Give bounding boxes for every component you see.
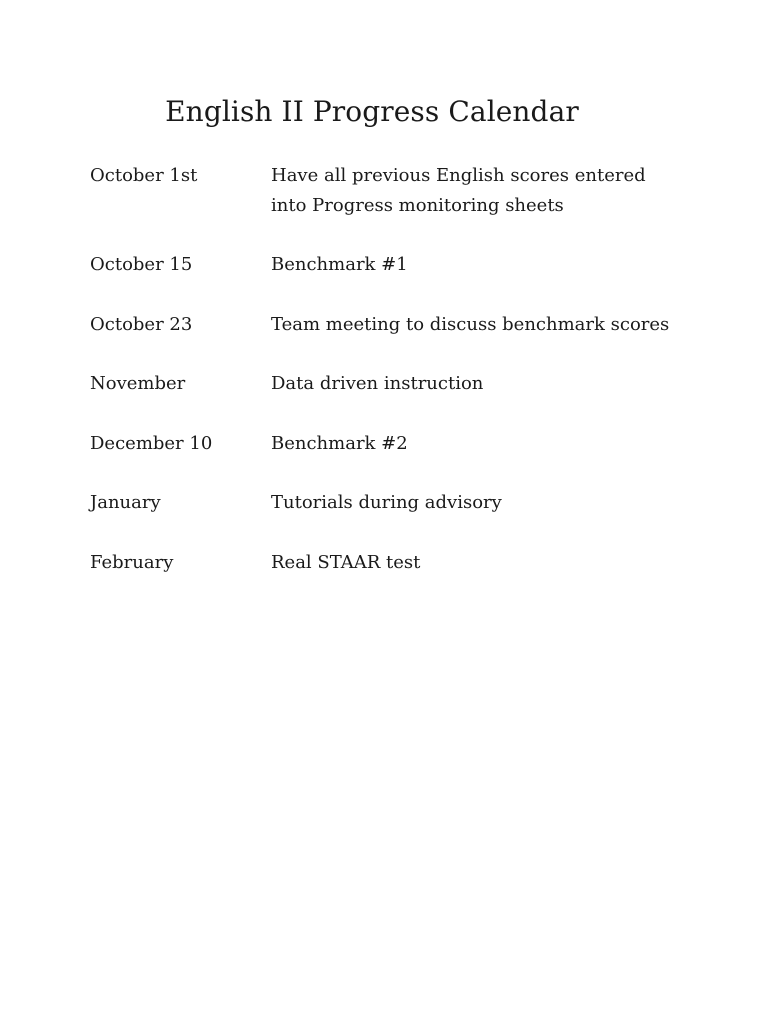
calendar-date: February [90,552,174,573]
calendar-date: January [90,492,161,513]
calendar-row [90,310,690,369]
calendar-task: Benchmark #1 [271,254,408,275]
calendar-row [90,250,690,310]
calendar-task: Team meeting to discuss benchmark scores [271,314,670,335]
calendar-row [90,488,690,548]
calendar-task: Data driven instruction [271,373,484,394]
calendar-list [90,161,690,578]
calendar-row [90,429,690,488]
calendar-task: Benchmark #2 [271,433,408,454]
calendar-row [90,369,690,429]
calendar-date: October 23 [90,314,193,335]
calendar-task: Real STAAR test [271,552,421,573]
calendar-task: Tutorials during advisory [271,492,502,513]
calendar-date: November [90,373,186,394]
calendar-task: Have all previous English scores entered into Progress monitoring sheets [271,165,646,216]
calendar-date: October 15 [90,254,193,275]
page-title: English II Progress Calendar [165,95,579,128]
calendar-date: October 1st [90,165,198,186]
calendar-row [90,548,690,578]
calendar-row [90,161,690,250]
calendar-date: December 10 [90,433,213,454]
